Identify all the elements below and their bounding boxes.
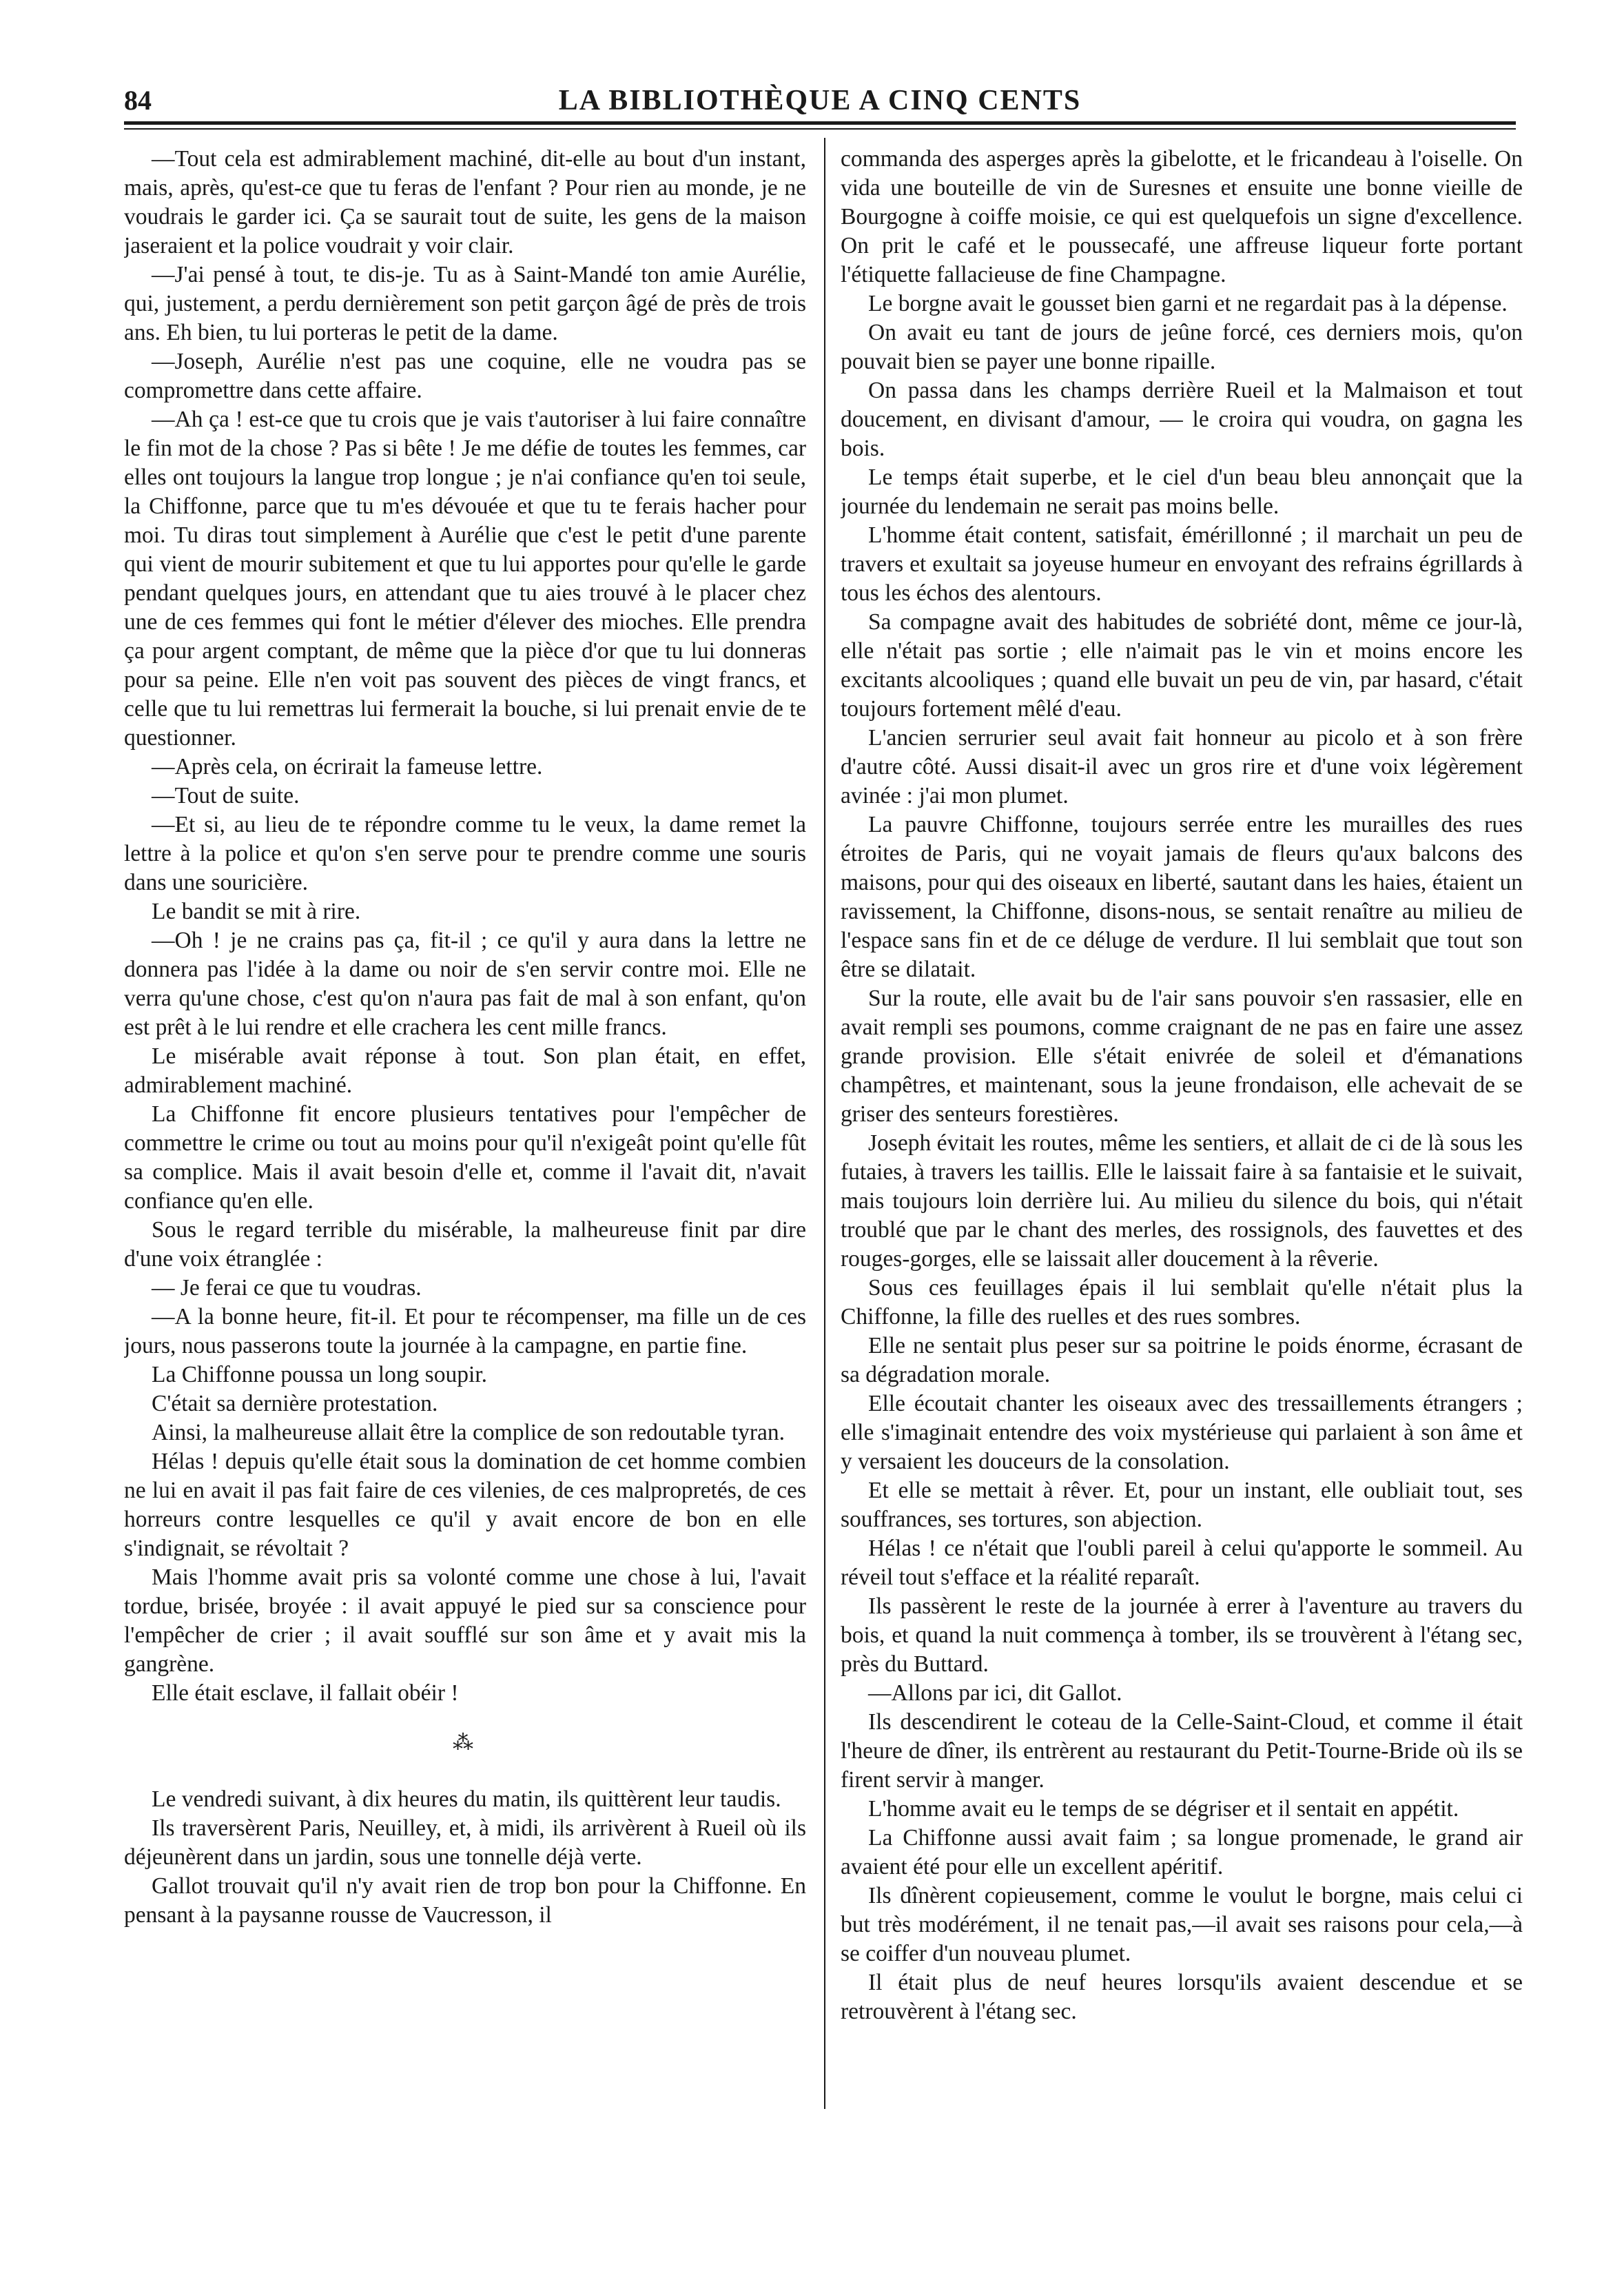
paragraph: —J'ai pensé à tout, te dis-je. Tu as à Saint-Mandé ton amie Aurélie, qui, justement, a perdu dernièrement son petit garçon âgé de près de trois ans. Eh bien, tu lui porteras le petit de la dame. <box>124 262 806 345</box>
paragraph: —Et si, au lieu de te répondre comme tu le veux, la dame remet la lettre à la police et qu'on s'en serve pour te prendre comme une souris dans une souricière. <box>124 812 806 895</box>
paragraph: Sous ces feuillages épais il lui semblait qu'elle n'était plus la Chiffonne, la fille des ruelles et des rues sombres. <box>841 1275 1523 1329</box>
paragraph: Ils traversèrent Paris, Neuilley, et, à midi, ils arrivèrent à Rueil où ils déjeunèrent dans un jardin, sous une tonnelle déjà verte. <box>124 1815 806 1870</box>
paragraph: Le bandit se mit à rire. <box>152 899 361 924</box>
paragraph: La pauvre Chiffonne, toujours serrée entre les murailles des rues étroites de Paris, qui ne voyait jamais de fleurs qu'aux balcons des maisons, pour qui des oiseaux en liberté, sautant dans les haies, étaient un ravissement, la Chiffonne, disons-nous, se sentait renaître au milieu de l'espace sans fin et de ce déluge de verdure. Il lui semblait que tout son être se dilatait. <box>841 812 1523 982</box>
column-divider <box>824 138 825 2109</box>
paragraph: Le temps était superbe, et le ciel d'un beau bleu annonçait que la journée du lendemain ne serait pas moins belle. <box>841 465 1523 519</box>
paragraph: —Joseph, Aurélie n'est pas une coquine, elle ne voudra pas se compromettre dans cette affaire. <box>124 349 806 403</box>
paragraph: —Ah ça ! est-ce que tu crois que je vais t'autoriser à lui faire connaître le fin mot de la chose ? Pas si bête ! Je me défie de toutes les femmes, car elles ont toujours la langue trop longue ; je n'ai confiance qu'en toi seule, la Chiffonne, parce que tu m'es dévouée et que tu te ferais hacher pour moi. Tu diras tout simplement à Aurélie que c'est le petit d'une parente qui vient de mourir subitement et que tu lui apportes pour qu'elle le garde pendant quelques jours, en attendant que tu aies trouvé à le placer chez une de ces femmes qui font le métier d'élever des mioches. Elle prendra ça pour argent comptant, de même que la pièce d'or que tu lui donneras pour sa peine. Elle n'en voit pas souvent des pièces de vingt francs, et celle que tu lui remettras lui fermerait la bouche, si lui prenait envie de te questionner. <box>124 407 806 751</box>
paragraph: commanda des asperges après la gibelotte, et le fricandeau à l'oiselle. On vida une bouteille de vin de Suresnes et ensuite une bonne vieille de Bourgogne à coiffe moisie, ce qui est quelquefois un signe d'excellence. On prit le café et le poussecafé, une affreuse liqueur forte portant l'étiquette fallacieuse de fine Champagne. <box>841 146 1523 287</box>
paragraph: Elle ne sentait plus peser sur sa poitrine le poids énorme, écrasant de sa dégradation morale. <box>841 1333 1523 1387</box>
paragraph: Ils descendirent le coteau de la Celle-Saint-Cloud, et comme il était l'heure de dîner, ils entrèrent au restaurant du Petit-Tourne-Bride où ils se firent servir à manger. <box>841 1709 1523 1793</box>
header-rule <box>124 121 1516 125</box>
running-title: LA BIBLIOTHÈQUE A CINQ CENTS <box>558 85 1082 116</box>
left-column <box>124 145 806 2226</box>
paragraph: On avait eu tant de jours de jeûne forcé, ces derniers mois, qu'on pouvait bien se payer une bonne ripaille. <box>841 320 1523 374</box>
paragraph: — Je ferai ce que tu voudras. <box>152 1275 422 1301</box>
paragraph: Elle écoutait chanter les oiseaux avec des tressaillements étrangers ; elle s'imaginait entendre des voix mystérieuse qui parlaient à son âme et y versaient les douceurs de la consolation. <box>841 1391 1523 1474</box>
paragraph: On passa dans les champs derrière Rueil et la Malmaison et tout doucement, en divisant d'amour, — le croira qui voudra, on gagna les bois. <box>841 378 1523 461</box>
paragraph: Le borgne avait le gousset bien garni et ne regardait pas à la dépense. <box>868 291 1508 316</box>
paragraph: Ils passèrent le reste de la journée à errer à l'aventure au travers du bois, et quand la nuit commença à tomber, ils se trouvèrent à l'étang sec, près du Buttard. <box>841 1593 1523 1677</box>
paragraph: Le vendredi suivant, à dix heures du matin, ils quittèrent leur taudis. <box>152 1786 781 1812</box>
paragraph: Hélas ! depuis qu'elle était sous la domination de cet homme combien ne lui en avait il pas fait faire de ces vilenies, de ces malpropretés, de ces horreurs contre lesquelles ce qu'il y avait encore de bon en elle s'indignait, se révoltait ? <box>124 1449 806 1561</box>
page-number: 84 <box>124 85 152 116</box>
paragraph: La Chiffonne poussa un long soupir. <box>152 1362 487 1387</box>
paragraph: Mais l'homme avait pris sa volonté comme une chose à lui, l'avait tordue, brisée, broyée : il avait appuyé le pied sur sa conscience pour l'empêcher de crier ; il avait soufflé sur son âme et y avait mis la gangrène. <box>124 1564 806 1677</box>
paragraph: —Tout cela est admirablement machiné, dit-elle au bout d'un instant, mais, après, qu'est-ce que tu feras de l'enfant ? Pour rien au monde, je ne voudrais le garder ici. Ça se saurait tout de suite, les gens de la maison jaseraient et la police voudrait y voir clair. <box>124 146 806 258</box>
paragraph: —Allons par ici, dit Gallot. <box>868 1680 1122 1706</box>
paragraph: Il était plus de neuf heures lorsqu'ils avaient descendue et se retrouvèrent à l'étang sec. <box>841 1970 1523 2024</box>
right-column <box>841 145 1523 2226</box>
paragraph: La Chiffonne fit encore plusieurs tentatives pour l'empêcher de commettre le crime ou tout au moins pour qu'il n'exigeât point qu'elle fût sa complice. Mais il avait besoin d'elle et, comme il l'avait dit, n'avait confiance qu'en elle. <box>124 1101 806 1214</box>
paragraph: —Après cela, on écrirait la fameuse lettre. <box>152 754 543 779</box>
paragraph: Hélas ! ce n'était que l'oubli pareil à celui qu'apporte le sommeil. Au réveil tout s'efface et la réalité reparaît. <box>841 1536 1523 1590</box>
paragraph: Elle était esclave, il fallait obéir ! <box>152 1680 459 1706</box>
paragraph: Sous le regard terrible du misérable, la malheureuse finit par dire d'une voix étranglée : <box>124 1217 806 1272</box>
paragraph: —A la bonne heure, fit-il. Et pour te récompenser, ma fille un de ces jours, nous passerons toute la journée à la campagne, en partie fine. <box>124 1304 806 1358</box>
page-header <box>124 76 1516 117</box>
paragraph: Sa compagne avait des habitudes de sobriété dont, même ce jour-là, elle n'était pas sortie ; elle n'aimait pas le vin et moins encore les excitants alcooliques ; quand elle buvait un peu de vin, par hasard, c'était toujours fortement mêlé d'eau. <box>841 609 1523 722</box>
paragraph: La Chiffonne aussi avait faim ; sa longue promenade, le grand air avaient été pour elle un excellent apéritif. <box>841 1825 1523 1879</box>
paragraph: C'était sa dernière protestation. <box>152 1391 438 1416</box>
paragraph: Ainsi, la malheureuse allait être la complice de son redoutable tyran. <box>152 1420 785 1445</box>
paragraph: —Tout de suite. <box>152 783 300 808</box>
section-break-asterism: ⁂ <box>453 1731 477 1754</box>
paragraph: L'homme était content, satisfait, émérillonné ; il marchait un peu de travers et exultait sa joyeuse humeur en envoyant des refrains égrillards à tous les échos des alentours. <box>841 522 1523 606</box>
paragraph: Et elle se mettait à rêver. Et, pour un instant, elle oubliait tout, ses souffrances, ses tortures, son abjection. <box>841 1478 1523 1532</box>
header-rule-thin <box>124 128 1516 130</box>
paragraph: L'ancien serrurier seul avait fait honneur au picolo et à son frère d'autre côté. Aussi disait-il avec un gros rire et d'une voix légèrement avinée : j'ai mon plumet. <box>841 725 1523 808</box>
paragraph: Ils dînèrent copieusement, comme le voulut le borgne, mais celui ci but très modérément, il ne tenait pas,—il avait ses raisons pour cela,—à se coiffer d'un nouveau plumet. <box>841 1883 1523 1966</box>
paragraph: Joseph évitait les routes, même les sentiers, et allait de ci de là sous les futaies, à travers les taillis. Elle le laissait faire à sa fantaisie et le suivait, mais toujours loin derrière lui. Au milieu du silence du bois, qui n'était troublé que par le chant des merles, des rossignols, des fauvettes et des rouges-gorges, elle se laissait aller doucement à la rêverie. <box>841 1130 1523 1272</box>
paragraph: Gallot trouvait qu'il n'y avait rien de trop bon pour la Chiffonne. En pensant à la paysanne rousse de Vaucresson, il <box>124 1873 806 1928</box>
paragraph: Sur la route, elle avait bu de l'air sans pouvoir s'en rassasier, elle en avait rempli ses poumons, comme craignant de ne pas en faire une assez grande provision. Elle s'était enivrée de soleil et d'émanations champêtres, et maintenant, sous la jeune frondaison, elle achevait de se griser des senteurs forestières. <box>841 986 1523 1127</box>
paragraph: L'homme avait eu le temps de se dégriser et il sentait en appétit. <box>868 1796 1459 1822</box>
paragraph: —Oh ! je ne crains pas ça, fit-il ; ce qu'il y aura dans la lettre ne donnera pas l'idée à la dame ou noir de s'en servir contre moi. Elle ne verra qu'une chose, c'est qu'on n'aura pas fait de mal à son enfant, qu'on est prêt à le lui rendre et elle crachera les cent mille francs. <box>124 928 806 1040</box>
paragraph: Le misérable avait réponse à tout. Son plan était, en effet, admirablement machiné. <box>124 1043 806 1098</box>
